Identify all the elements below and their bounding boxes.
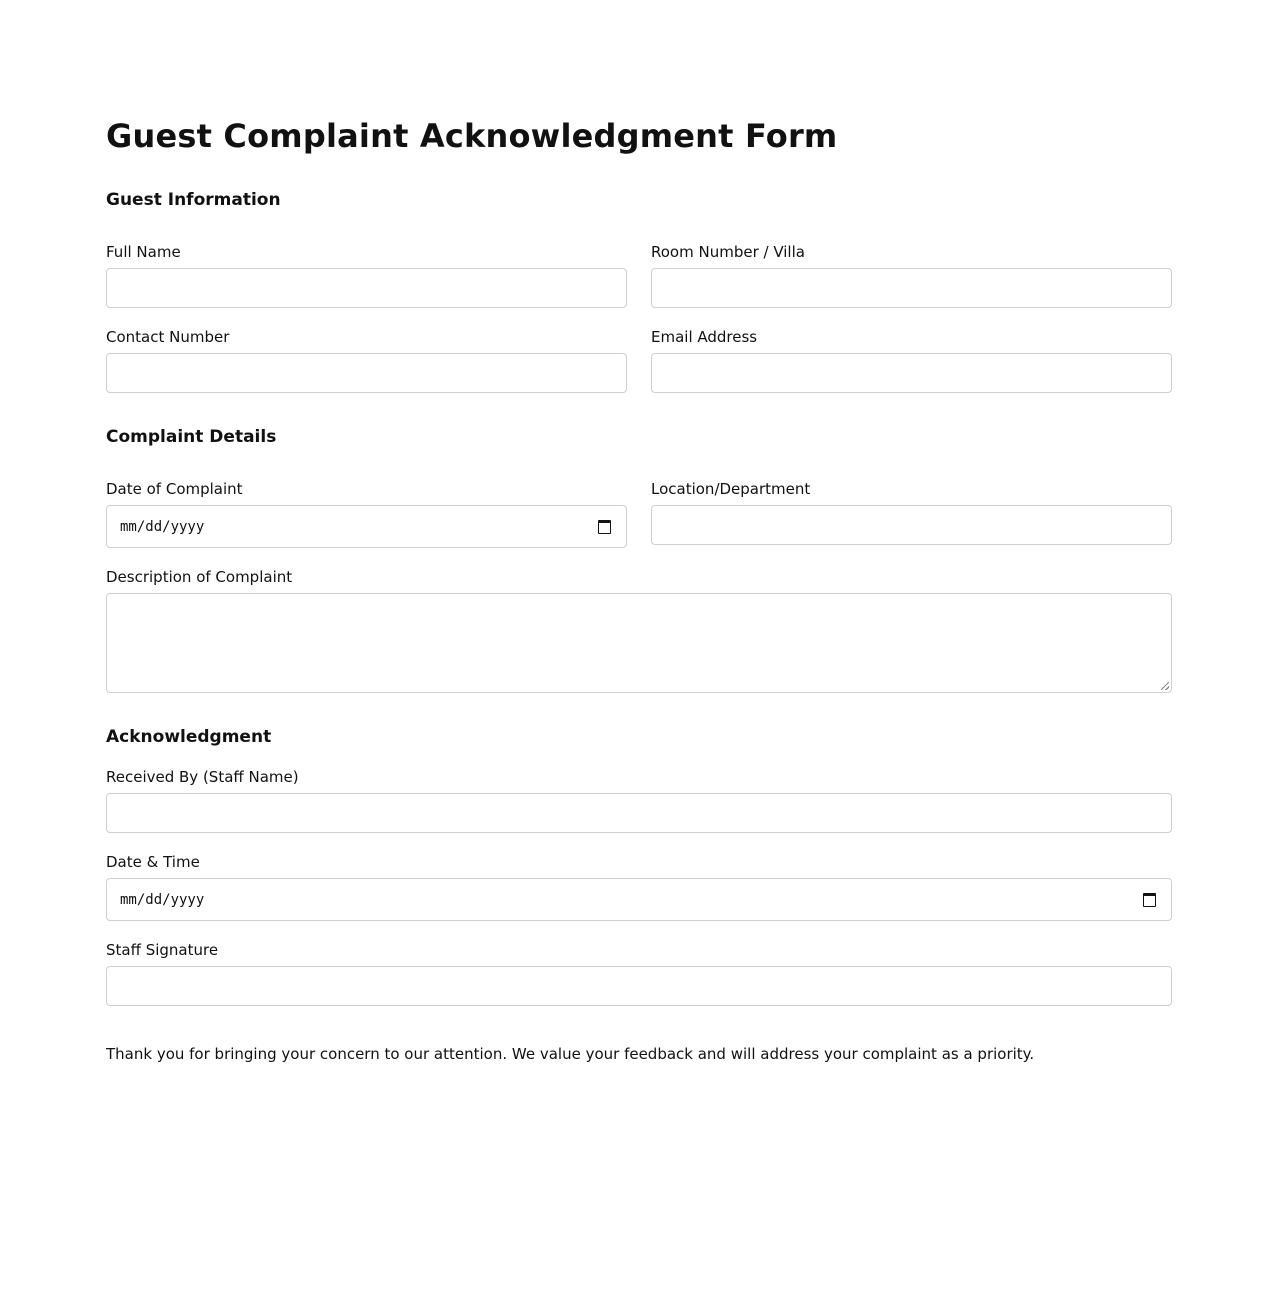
section-heading-guest-information: Guest Information: [106, 190, 281, 210]
page-title: Guest Complaint Acknowledgment Form: [106, 117, 838, 155]
date-of-complaint-input[interactable]: [106, 505, 627, 548]
section-heading-acknowledgment: Acknowledgment: [106, 727, 272, 747]
location-department-input[interactable]: [651, 505, 1172, 545]
room-number-input[interactable]: [651, 268, 1172, 308]
date-time-input[interactable]: [106, 878, 1172, 921]
received-by-input[interactable]: [106, 793, 1172, 833]
location-department-label: Location/Department: [651, 480, 811, 498]
full-name-input[interactable]: [106, 268, 627, 308]
room-number-label: Room Number / Villa: [651, 243, 805, 261]
received-by-label: Received By (Staff Name): [106, 768, 299, 786]
footer-note: Thank you for bringing your concern to our attention. We value your feedback and will address your complaint as a priority.: [106, 1045, 1035, 1063]
staff-signature-label: Staff Signature: [106, 941, 219, 959]
section-heading-complaint-details: Complaint Details: [106, 427, 277, 447]
date-time-placeholder: mm/dd/yyyy: [120, 892, 205, 908]
calendar-icon[interactable]: [598, 520, 611, 534]
date-time-label: Date & Time: [106, 853, 200, 871]
description-label: Description of Complaint: [106, 568, 293, 586]
email-address-label: Email Address: [651, 328, 758, 346]
full-name-label: Full Name: [106, 243, 181, 261]
staff-signature-input[interactable]: [106, 966, 1172, 1006]
email-address-input[interactable]: [651, 353, 1172, 393]
resize-handle-icon[interactable]: [1161, 682, 1169, 690]
date-of-complaint-label: Date of Complaint: [106, 480, 243, 498]
description-textarea[interactable]: [106, 593, 1172, 693]
contact-number-label: Contact Number: [106, 328, 230, 346]
calendar-icon[interactable]: [1143, 893, 1156, 907]
date-of-complaint-placeholder: mm/dd/yyyy: [120, 519, 205, 535]
contact-number-input[interactable]: [106, 353, 627, 393]
